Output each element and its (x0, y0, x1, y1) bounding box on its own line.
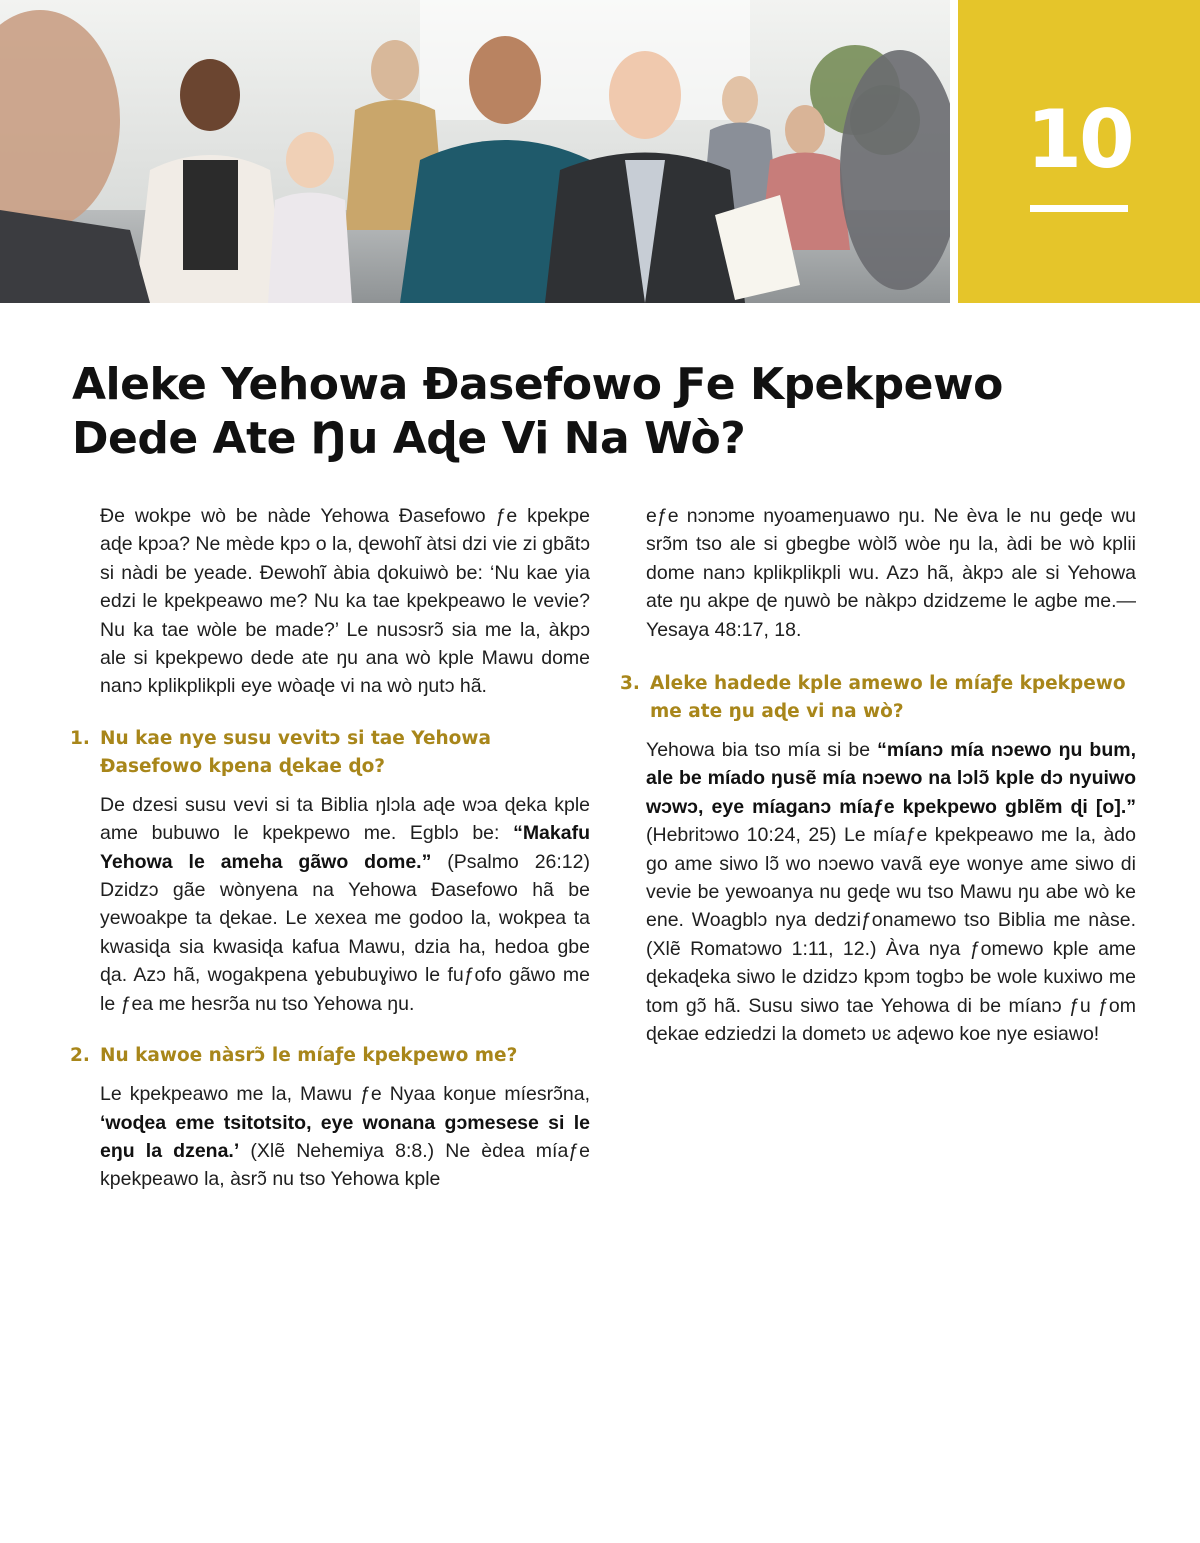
scripture-quote: “míanɔ mía nɔewo ŋu bum, ale be míado ŋusẽ mía nɔewo na lɔlɔ̃ kple dɔ nyuiwo wɔwɔ, eye míaganɔ míaƒe kpekpewo gblẽm ɖi [o].” (646, 739, 1136, 818)
question-text: Aleke hadede kple amewo le míaƒe kpekpewo me ate ŋu aɖe vi na wò? (650, 673, 1126, 723)
answer-text: (Hebritɔwo 10:24, 25) Le míaƒe kpekpeawo me la, àdo go ame siwo lɔ̃ wo nɔewo vavã eye wonye ame siwo di vevie be yewoanya nu geɖe wu tso Mawu ŋu abe wò ke ene. Woagblɔ nya dedziƒonamewo tso Biblia me nàse. (Xlẽ Romatɔwo 1:11, 12.) Àva nya ƒomewo kple ame ɖekaɖeka siwo le dzidzɔ kpɔm togbɔ be wole kuxiwo me tom gɔ̃ hã. Susu siwo tae Yehowa di be míanɔ ƒu ƒom ɖekae edziedzi la dometɔ ʋɛ aɖewo koe nye esiawo! (646, 824, 1136, 1046)
scripture-quote: ‘woɖea eme tsitotsito, eye wonana gɔmesese si le eŋu la dzena.’ (100, 1111, 590, 1162)
lesson-number-underline (1030, 205, 1128, 212)
question-number: 1. (70, 727, 90, 749)
question-2 (70, 1042, 590, 1070)
answer-text: Le kpekpeawo me la, Mawu ƒe Nyaa koŋue míesrɔ̃na, (100, 1083, 590, 1106)
answer-text: (Psalmo 26:12) Dzidzɔ gãe wònyena na Yehowa Ðasefowo hã be yewoakpe ta ɖekae. Le xexea me godoo la, wokpea ta kwasiɖa sia kwasiɖa kafua Mawu, dzia ha, hedoa gbe ɖa. Azɔ hã, wogakpena ɣebubuɣiwo le fuƒofo gãwo me le ƒea me hesrɔ̃a nu tso Yehowa ŋu. (100, 850, 590, 1015)
question-number: 3. (620, 673, 640, 695)
congregation-photo (0, 0, 950, 303)
right-column (620, 502, 1136, 1049)
congregation-meeting-photo (0, 0, 950, 303)
question-3 (620, 670, 1136, 726)
question-text: Nu kae nye susu vevitɔ si tae Yehowa Ðasefowo kpena ɖekae ɖo? (100, 727, 491, 777)
answer-3-paragraph (620, 736, 1136, 1048)
answer-text: (Xlẽ Nehemiya 8:8.) Ne èdea míaƒe kpekpeawo la, àsrɔ̃ nu tso Yehowa kple (100, 1139, 590, 1191)
answer-text: De dzesi susu vevi si ta Biblia ŋlɔla aɖe wɔa ɖeka kple ame bubuwo le kpekpewo me. Egblɔ be: (100, 793, 590, 845)
answer-text: Yehowa bia tso mía si be (646, 739, 878, 762)
question-number: 2. (70, 1045, 90, 1067)
scripture-quote: “Makafu Yehowa le ameha gãwo dome.” (100, 822, 590, 873)
page-title: Aleke Yehowa Ðasefowo Ƒe Kpekpewo Dede Ate Ŋu Aɖe Vi Na Wò? (72, 359, 1003, 464)
answer-2-paragraph (70, 1080, 590, 1194)
answer-2-continued: eƒe nɔnɔme nyoameŋuawo ŋu. Ne èva le nu geɖe wu srɔ̃m tso ale si gbegbe wòlɔ̃ wòe ŋu la, àdi be wò kplii dome nanɔ kplikplikpli wu. Azɔ hã, àkpɔ ale si Yehowa ate ŋu akpe ɖe ŋuwò be nàkpɔ dzidzeme le agbe me.—Yesaya 48:17, 18. (646, 505, 1136, 641)
question-1 (70, 725, 590, 781)
lesson-number: 10 (1026, 93, 1132, 186)
intro-paragraph: Ðe wokpe wò be nàde Yehowa Ðasefowo ƒe kpekpe aɖe kpɔa? Ne mède kpɔ o la, ɖewohĩ àtsi dzi vie zi gbãtɔ si nàdi be yeade. Ðewohĩ àbia ɖokuiwò be: ‘Nu kae yia edzi le kpekpeawo me? Nu ka tae kpekpeawo le vevie? Nu ka tae wòle be made?’ Le nusɔsrɔ̃ sia me la, àkpɔ ale si kpekpewo dede ate ŋu ana wò kple Mawu dome nanɔ kplikplikpli eye wòaɖe vi na wò ŋutɔ hã. (100, 505, 590, 698)
question-text: Nu kawoe nàsrɔ̃ le míaƒe kpekpewo me? (100, 1045, 518, 1067)
left-column (70, 502, 590, 1194)
lesson-number-panel (958, 0, 1200, 303)
answer-1-paragraph (70, 791, 590, 1018)
